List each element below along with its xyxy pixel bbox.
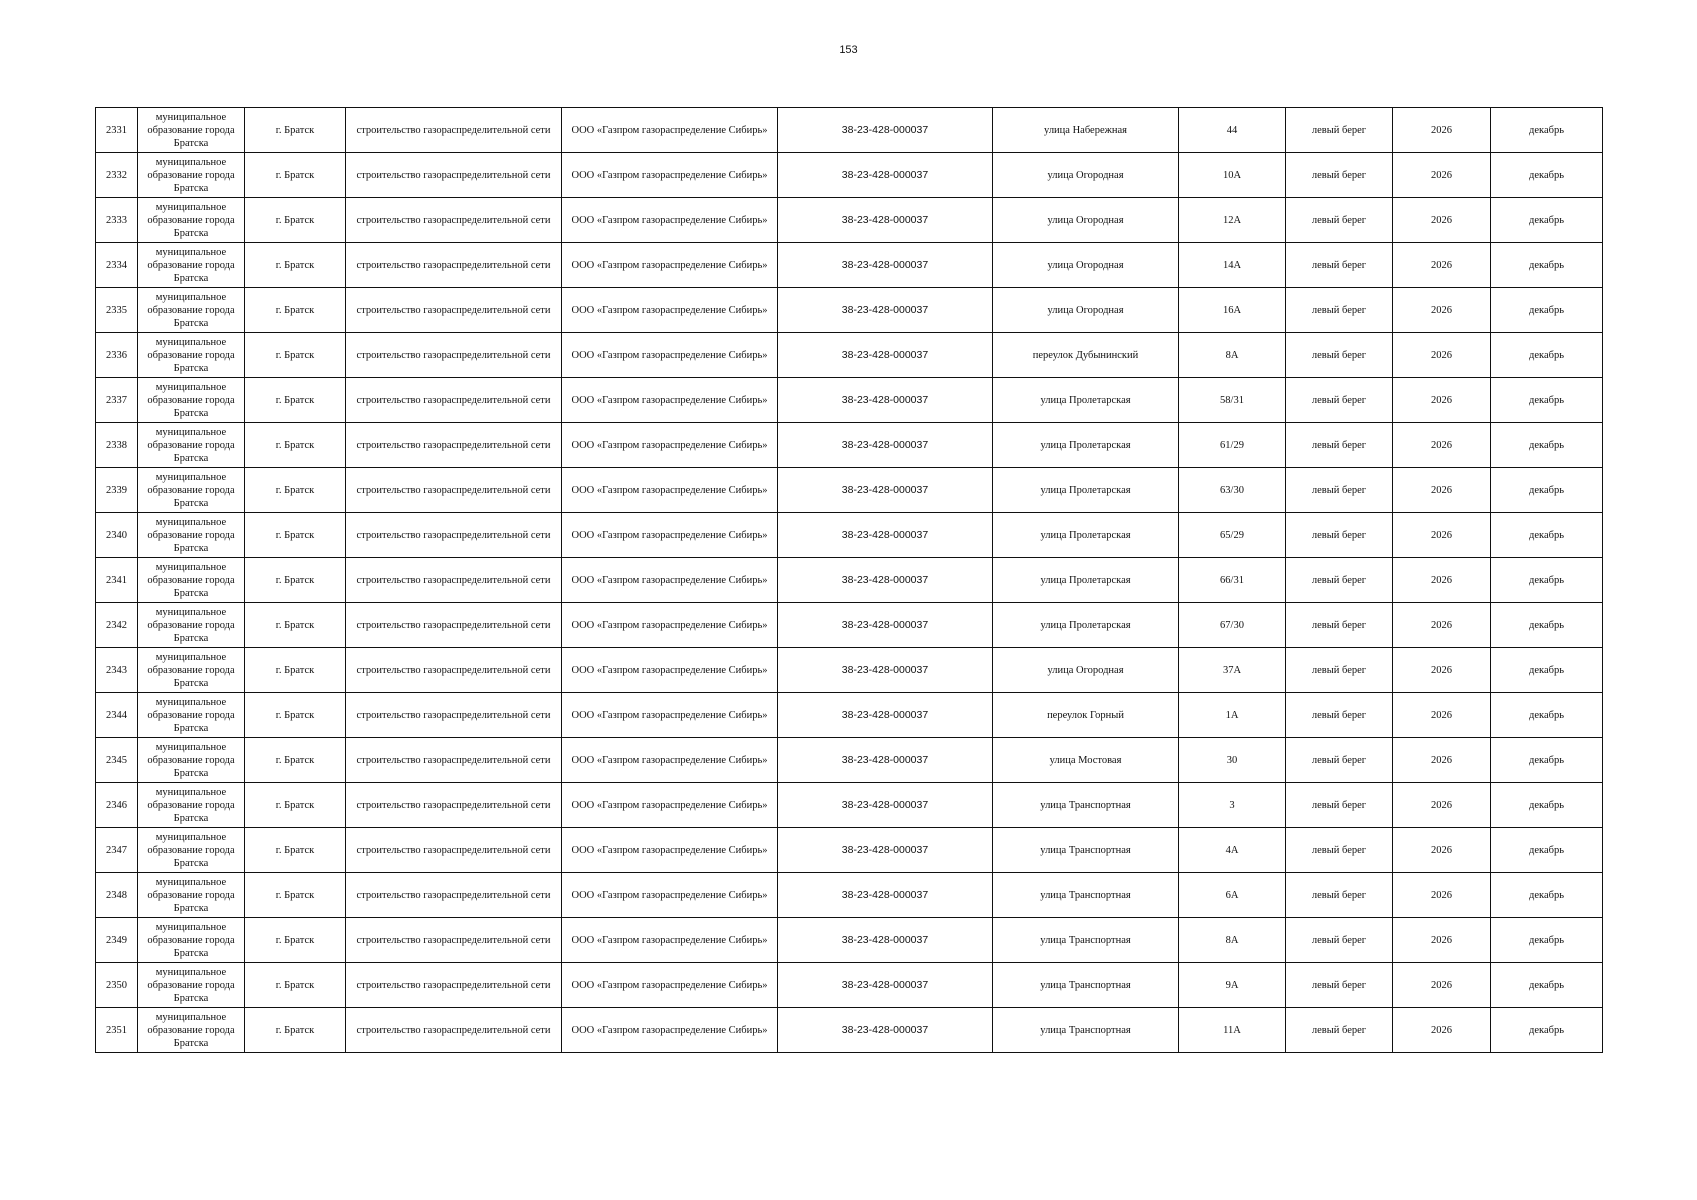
month-cell: декабрь: [1491, 963, 1603, 1008]
table-row: [96, 558, 1603, 603]
year-cell: 2026: [1393, 153, 1491, 198]
district-cell: левый берег: [1286, 513, 1393, 558]
owner-cell: муниципальное образование города Братска: [138, 513, 245, 558]
row-number-cell: 2351: [96, 1008, 138, 1053]
year-cell: 2026: [1393, 333, 1491, 378]
owner-cell: муниципальное образование города Братска: [138, 648, 245, 693]
cadastral-number-cell: 38-23-428-000037: [778, 828, 993, 873]
city-cell: г. Братск: [245, 513, 346, 558]
month-cell: декабрь: [1491, 243, 1603, 288]
table-row: [96, 693, 1603, 738]
month-cell: декабрь: [1491, 423, 1603, 468]
house-number-cell: 30: [1179, 738, 1286, 783]
cadastral-number-cell: 38-23-428-000037: [778, 738, 993, 783]
street-cell: улица Пролетарская: [993, 423, 1179, 468]
cadastral-number-cell: 38-23-428-000037: [778, 963, 993, 1008]
city-cell: г. Братск: [245, 603, 346, 648]
row-number-cell: 2331: [96, 108, 138, 153]
cadastral-number-cell: 38-23-428-000037: [778, 513, 993, 558]
house-number-cell: 4А: [1179, 828, 1286, 873]
table-row: [96, 198, 1603, 243]
city-cell: г. Братск: [245, 198, 346, 243]
district-cell: левый берег: [1286, 198, 1393, 243]
month-cell: декабрь: [1491, 378, 1603, 423]
month-cell: декабрь: [1491, 558, 1603, 603]
work-type-cell: строительство газораспределительной сети: [346, 198, 562, 243]
year-cell: 2026: [1393, 918, 1491, 963]
city-cell: г. Братск: [245, 738, 346, 783]
table-row: [96, 828, 1603, 873]
organization-cell: ООО «Газпром газораспределение Сибирь»: [562, 288, 778, 333]
table-row: [96, 333, 1603, 378]
street-cell: улица Пролетарская: [993, 468, 1179, 513]
row-number-cell: 2332: [96, 153, 138, 198]
organization-cell: ООО «Газпром газораспределение Сибирь»: [562, 468, 778, 513]
work-type-cell: строительство газораспределительной сети: [346, 468, 562, 513]
house-number-cell: 6А: [1179, 873, 1286, 918]
street-cell: улица Огородная: [993, 243, 1179, 288]
district-cell: левый берег: [1286, 873, 1393, 918]
organization-cell: ООО «Газпром газораспределение Сибирь»: [562, 558, 778, 603]
owner-cell: муниципальное образование города Братска: [138, 918, 245, 963]
year-cell: 2026: [1393, 468, 1491, 513]
house-number-cell: 58/31: [1179, 378, 1286, 423]
cadastral-number-cell: 38-23-428-000037: [778, 423, 993, 468]
row-number-cell: 2343: [96, 648, 138, 693]
house-number-cell: 44: [1179, 108, 1286, 153]
street-cell: улица Огородная: [993, 288, 1179, 333]
month-cell: декабрь: [1491, 108, 1603, 153]
organization-cell: ООО «Газпром газораспределение Сибирь»: [562, 1008, 778, 1053]
house-number-cell: 65/29: [1179, 513, 1286, 558]
table-row: [96, 918, 1603, 963]
owner-cell: муниципальное образование города Братска: [138, 828, 245, 873]
table-row: [96, 153, 1603, 198]
table-body: [96, 108, 1603, 1053]
organization-cell: ООО «Газпром газораспределение Сибирь»: [562, 918, 778, 963]
row-number-cell: 2335: [96, 288, 138, 333]
table-row: [96, 873, 1603, 918]
house-number-cell: 37А: [1179, 648, 1286, 693]
month-cell: декабрь: [1491, 468, 1603, 513]
organization-cell: ООО «Газпром газораспределение Сибирь»: [562, 873, 778, 918]
cadastral-number-cell: 38-23-428-000037: [778, 603, 993, 648]
city-cell: г. Братск: [245, 783, 346, 828]
row-number-cell: 2333: [96, 198, 138, 243]
month-cell: декабрь: [1491, 198, 1603, 243]
row-number-cell: 2336: [96, 333, 138, 378]
work-type-cell: строительство газораспределительной сети: [346, 288, 562, 333]
street-cell: улица Пролетарская: [993, 378, 1179, 423]
year-cell: 2026: [1393, 198, 1491, 243]
street-cell: улица Мостовая: [993, 738, 1179, 783]
row-number-cell: 2346: [96, 783, 138, 828]
cadastral-number-cell: 38-23-428-000037: [778, 1008, 993, 1053]
owner-cell: муниципальное образование города Братска: [138, 468, 245, 513]
city-cell: г. Братск: [245, 963, 346, 1008]
district-cell: левый берег: [1286, 423, 1393, 468]
year-cell: 2026: [1393, 558, 1491, 603]
house-number-cell: 9А: [1179, 963, 1286, 1008]
cadastral-number-cell: 38-23-428-000037: [778, 693, 993, 738]
table-row: [96, 423, 1603, 468]
year-cell: 2026: [1393, 963, 1491, 1008]
cadastral-number-cell: 38-23-428-000037: [778, 558, 993, 603]
district-cell: левый берег: [1286, 108, 1393, 153]
year-cell: 2026: [1393, 423, 1491, 468]
year-cell: 2026: [1393, 693, 1491, 738]
year-cell: 2026: [1393, 1008, 1491, 1053]
work-type-cell: строительство газораспределительной сети: [346, 513, 562, 558]
month-cell: декабрь: [1491, 648, 1603, 693]
work-type-cell: строительство газораспределительной сети: [346, 918, 562, 963]
owner-cell: муниципальное образование города Братска: [138, 783, 245, 828]
street-cell: улица Транспортная: [993, 918, 1179, 963]
cadastral-number-cell: 38-23-428-000037: [778, 198, 993, 243]
month-cell: декабрь: [1491, 738, 1603, 783]
year-cell: 2026: [1393, 603, 1491, 648]
house-number-cell: 14А: [1179, 243, 1286, 288]
row-number-cell: 2348: [96, 873, 138, 918]
city-cell: г. Братск: [245, 153, 346, 198]
cadastral-number-cell: 38-23-428-000037: [778, 333, 993, 378]
work-type-cell: строительство газораспределительной сети: [346, 783, 562, 828]
district-cell: левый берег: [1286, 648, 1393, 693]
row-number-cell: 2349: [96, 918, 138, 963]
organization-cell: ООО «Газпром газораспределение Сибирь»: [562, 333, 778, 378]
organization-cell: ООО «Газпром газораспределение Сибирь»: [562, 963, 778, 1008]
house-number-cell: 8А: [1179, 918, 1286, 963]
city-cell: г. Братск: [245, 693, 346, 738]
owner-cell: муниципальное образование города Братска: [138, 1008, 245, 1053]
row-number-cell: 2344: [96, 693, 138, 738]
cadastral-number-cell: 38-23-428-000037: [778, 468, 993, 513]
work-type-cell: строительство газораспределительной сети: [346, 423, 562, 468]
month-cell: декабрь: [1491, 828, 1603, 873]
month-cell: декабрь: [1491, 288, 1603, 333]
street-cell: улица Огородная: [993, 198, 1179, 243]
cadastral-number-cell: 38-23-428-000037: [778, 918, 993, 963]
row-number-cell: 2345: [96, 738, 138, 783]
year-cell: 2026: [1393, 873, 1491, 918]
house-number-cell: 61/29: [1179, 423, 1286, 468]
month-cell: декабрь: [1491, 918, 1603, 963]
street-cell: переулок Дубынинский: [993, 333, 1179, 378]
street-cell: улица Транспортная: [993, 873, 1179, 918]
cadastral-number-cell: 38-23-428-000037: [778, 378, 993, 423]
year-cell: 2026: [1393, 288, 1491, 333]
organization-cell: ООО «Газпром газораспределение Сибирь»: [562, 108, 778, 153]
district-cell: левый берег: [1286, 738, 1393, 783]
work-type-cell: строительство газораспределительной сети: [346, 648, 562, 693]
work-type-cell: строительство газораспределительной сети: [346, 738, 562, 783]
month-cell: декабрь: [1491, 873, 1603, 918]
owner-cell: муниципальное образование города Братска: [138, 603, 245, 648]
year-cell: 2026: [1393, 513, 1491, 558]
month-cell: декабрь: [1491, 513, 1603, 558]
month-cell: декабрь: [1491, 783, 1603, 828]
organization-cell: ООО «Газпром газораспределение Сибирь»: [562, 513, 778, 558]
year-cell: 2026: [1393, 738, 1491, 783]
owner-cell: муниципальное образование города Братска: [138, 378, 245, 423]
work-type-cell: строительство газораспределительной сети: [346, 378, 562, 423]
city-cell: г. Братск: [245, 423, 346, 468]
owner-cell: муниципальное образование города Братска: [138, 558, 245, 603]
work-type-cell: строительство газораспределительной сети: [346, 963, 562, 1008]
city-cell: г. Братск: [245, 648, 346, 693]
table-row: [96, 378, 1603, 423]
work-type-cell: строительство газораспределительной сети: [346, 333, 562, 378]
row-number-cell: 2341: [96, 558, 138, 603]
table-row: [96, 243, 1603, 288]
month-cell: декабрь: [1491, 603, 1603, 648]
work-type-cell: строительство газораспределительной сети: [346, 603, 562, 648]
street-cell: улица Транспортная: [993, 963, 1179, 1008]
district-cell: левый берег: [1286, 153, 1393, 198]
city-cell: г. Братск: [245, 288, 346, 333]
month-cell: декабрь: [1491, 693, 1603, 738]
district-cell: левый берег: [1286, 378, 1393, 423]
organization-cell: ООО «Газпром газораспределение Сибирь»: [562, 783, 778, 828]
month-cell: декабрь: [1491, 153, 1603, 198]
row-number-cell: 2339: [96, 468, 138, 513]
district-cell: левый берег: [1286, 603, 1393, 648]
row-number-cell: 2334: [96, 243, 138, 288]
street-cell: улица Пролетарская: [993, 513, 1179, 558]
district-cell: левый берег: [1286, 243, 1393, 288]
owner-cell: муниципальное образование города Братска: [138, 288, 245, 333]
street-cell: улица Транспортная: [993, 1008, 1179, 1053]
owner-cell: муниципальное образование города Братска: [138, 243, 245, 288]
year-cell: 2026: [1393, 783, 1491, 828]
city-cell: г. Братск: [245, 1008, 346, 1053]
organization-cell: ООО «Газпром газораспределение Сибирь»: [562, 198, 778, 243]
table-row: [96, 108, 1603, 153]
city-cell: г. Братск: [245, 873, 346, 918]
cadastral-number-cell: 38-23-428-000037: [778, 783, 993, 828]
street-cell: улица Набережная: [993, 108, 1179, 153]
organization-cell: ООО «Газпром газораспределение Сибирь»: [562, 153, 778, 198]
year-cell: 2026: [1393, 828, 1491, 873]
district-cell: левый берег: [1286, 693, 1393, 738]
work-type-cell: строительство газораспределительной сети: [346, 873, 562, 918]
table-row: [96, 288, 1603, 333]
owner-cell: муниципальное образование города Братска: [138, 153, 245, 198]
cadastral-number-cell: 38-23-428-000037: [778, 288, 993, 333]
table-row: [96, 1008, 1603, 1053]
owner-cell: муниципальное образование города Братска: [138, 693, 245, 738]
house-number-cell: 11А: [1179, 1008, 1286, 1053]
owner-cell: муниципальное образование города Братска: [138, 198, 245, 243]
owner-cell: муниципальное образование города Братска: [138, 108, 245, 153]
district-cell: левый берег: [1286, 288, 1393, 333]
year-cell: 2026: [1393, 378, 1491, 423]
row-number-cell: 2347: [96, 828, 138, 873]
organization-cell: ООО «Газпром газораспределение Сибирь»: [562, 693, 778, 738]
street-cell: улица Пролетарская: [993, 558, 1179, 603]
work-type-cell: строительство газораспределительной сети: [346, 108, 562, 153]
house-number-cell: 67/30: [1179, 603, 1286, 648]
house-number-cell: 16А: [1179, 288, 1286, 333]
house-number-cell: 66/31: [1179, 558, 1286, 603]
house-number-cell: 12А: [1179, 198, 1286, 243]
district-cell: левый берег: [1286, 468, 1393, 513]
work-type-cell: строительство газораспределительной сети: [346, 693, 562, 738]
house-number-cell: 63/30: [1179, 468, 1286, 513]
work-type-cell: строительство газораспределительной сети: [346, 1008, 562, 1053]
row-number-cell: 2350: [96, 963, 138, 1008]
district-cell: левый берег: [1286, 558, 1393, 603]
street-cell: переулок Горный: [993, 693, 1179, 738]
city-cell: г. Братск: [245, 558, 346, 603]
cadastral-number-cell: 38-23-428-000037: [778, 873, 993, 918]
district-cell: левый берег: [1286, 783, 1393, 828]
cadastral-number-cell: 38-23-428-000037: [778, 648, 993, 693]
table-row: [96, 603, 1603, 648]
house-number-cell: 3: [1179, 783, 1286, 828]
city-cell: г. Братск: [245, 243, 346, 288]
table-row: [96, 738, 1603, 783]
year-cell: 2026: [1393, 108, 1491, 153]
organization-cell: ООО «Газпром газораспределение Сибирь»: [562, 828, 778, 873]
city-cell: г. Братск: [245, 108, 346, 153]
street-cell: улица Огородная: [993, 153, 1179, 198]
work-type-cell: строительство газораспределительной сети: [346, 153, 562, 198]
organization-cell: ООО «Газпром газораспределение Сибирь»: [562, 378, 778, 423]
row-number-cell: 2342: [96, 603, 138, 648]
row-number-cell: 2340: [96, 513, 138, 558]
cadastral-number-cell: 38-23-428-000037: [778, 243, 993, 288]
work-type-cell: строительство газораспределительной сети: [346, 558, 562, 603]
owner-cell: муниципальное образование города Братска: [138, 333, 245, 378]
owner-cell: муниципальное образование города Братска: [138, 963, 245, 1008]
table-row: [96, 648, 1603, 693]
district-cell: левый берег: [1286, 918, 1393, 963]
house-number-cell: 1А: [1179, 693, 1286, 738]
organization-cell: ООО «Газпром газораспределение Сибирь»: [562, 603, 778, 648]
work-type-cell: строительство газораспределительной сети: [346, 243, 562, 288]
organization-cell: ООО «Газпром газораспределение Сибирь»: [562, 243, 778, 288]
city-cell: г. Братск: [245, 333, 346, 378]
page-number: 153: [839, 44, 858, 56]
row-number-cell: 2338: [96, 423, 138, 468]
district-cell: левый берег: [1286, 1008, 1393, 1053]
district-cell: левый берег: [1286, 333, 1393, 378]
cadastral-number-cell: 38-23-428-000037: [778, 108, 993, 153]
district-cell: левый берег: [1286, 828, 1393, 873]
owner-cell: муниципальное образование города Братска: [138, 423, 245, 468]
organization-cell: ООО «Газпром газораспределение Сибирь»: [562, 423, 778, 468]
table-row: [96, 468, 1603, 513]
house-number-cell: 10А: [1179, 153, 1286, 198]
street-cell: улица Транспортная: [993, 828, 1179, 873]
registry-table: [95, 107, 1603, 1053]
street-cell: улица Огородная: [993, 648, 1179, 693]
table-row: [96, 963, 1603, 1008]
row-number-cell: 2337: [96, 378, 138, 423]
owner-cell: муниципальное образование города Братска: [138, 738, 245, 783]
owner-cell: муниципальное образование города Братска: [138, 873, 245, 918]
district-cell: левый берег: [1286, 963, 1393, 1008]
table-row: [96, 783, 1603, 828]
city-cell: г. Братск: [245, 378, 346, 423]
house-number-cell: 8А: [1179, 333, 1286, 378]
organization-cell: ООО «Газпром газораспределение Сибирь»: [562, 738, 778, 783]
year-cell: 2026: [1393, 648, 1491, 693]
organization-cell: ООО «Газпром газораспределение Сибирь»: [562, 648, 778, 693]
city-cell: г. Братск: [245, 918, 346, 963]
street-cell: улица Пролетарская: [993, 603, 1179, 648]
year-cell: 2026: [1393, 243, 1491, 288]
city-cell: г. Братск: [245, 468, 346, 513]
street-cell: улица Транспортная: [993, 783, 1179, 828]
month-cell: декабрь: [1491, 1008, 1603, 1053]
table-row: [96, 513, 1603, 558]
work-type-cell: строительство газораспределительной сети: [346, 828, 562, 873]
month-cell: декабрь: [1491, 333, 1603, 378]
city-cell: г. Братск: [245, 828, 346, 873]
cadastral-number-cell: 38-23-428-000037: [778, 153, 993, 198]
